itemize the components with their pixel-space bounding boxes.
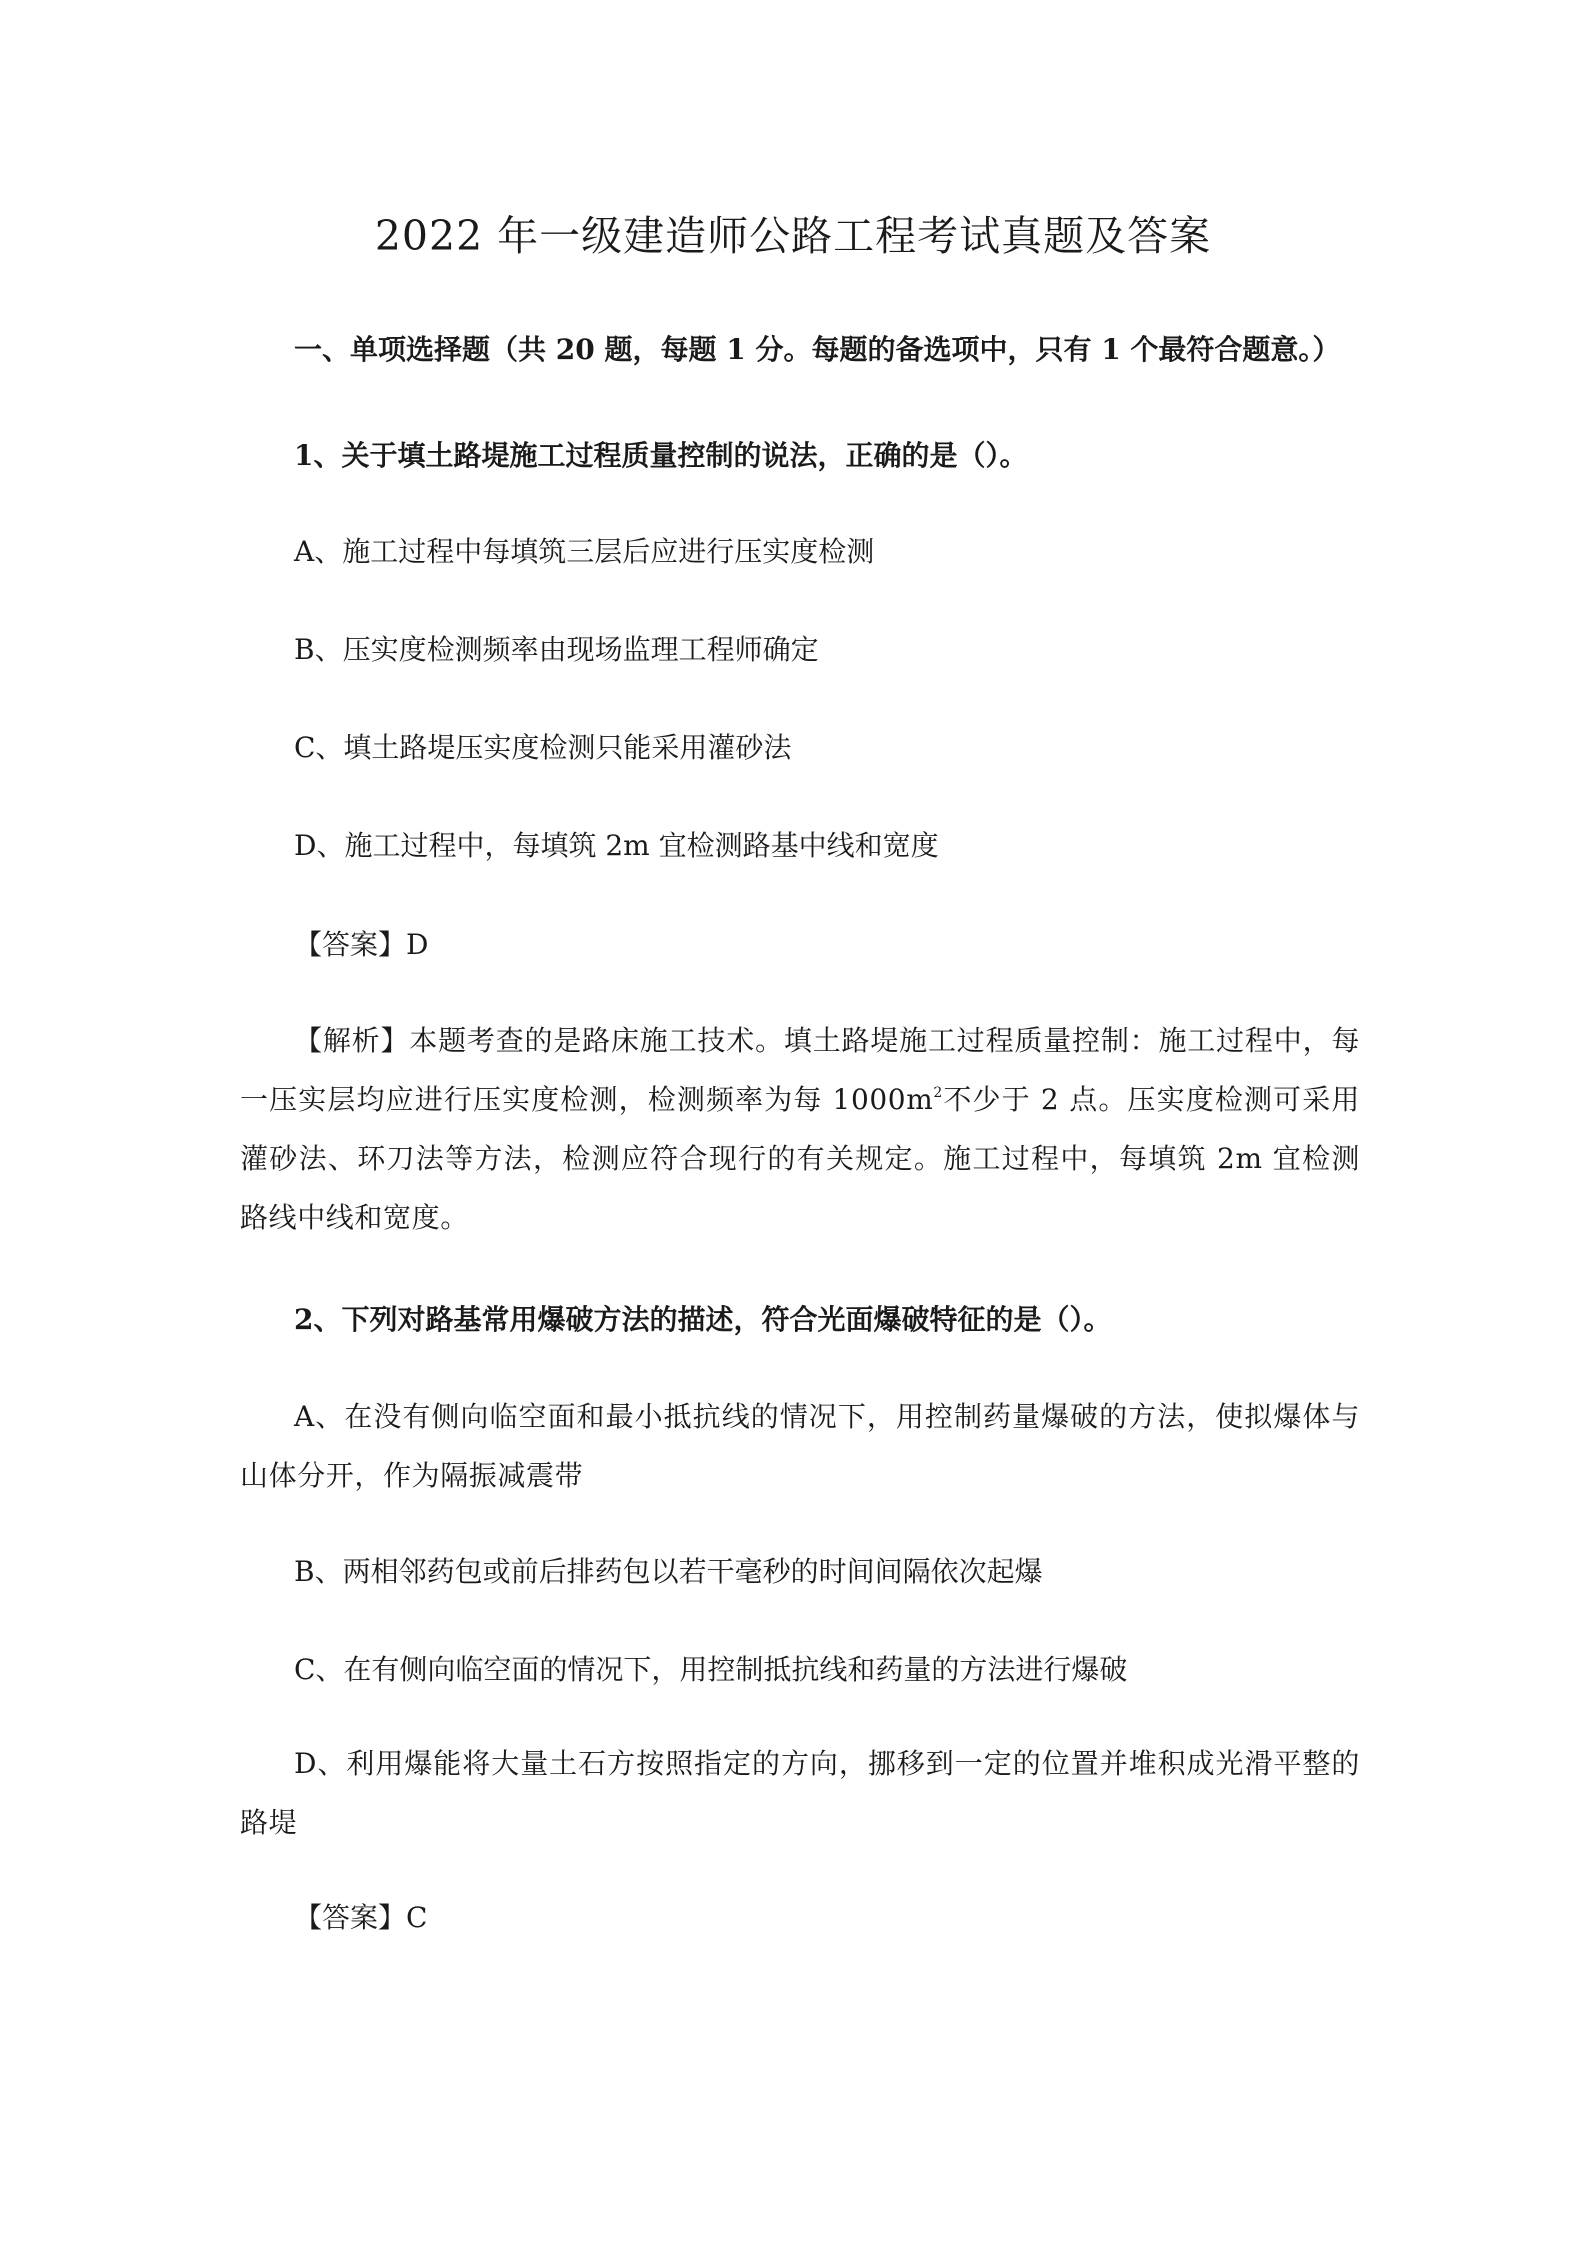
question-1-answer: 【答案】D — [294, 928, 429, 961]
superscript-2: 2 — [933, 1085, 943, 1101]
question-2-stem: 2、下列对路基常用爆破方法的描述，符合光面爆破特征的是（）。 — [294, 1303, 1112, 1336]
document-title: 2022 年一级建造师公路工程考试真题及答案 — [374, 212, 1212, 260]
section-heading: 一、单项选择题（共 20 题，每题 1 分。每题的备选项中，只有 1 个最符合题意。） — [294, 333, 1341, 366]
question-2-answer: 【答案】C — [294, 1901, 428, 1934]
question-2-option-b: B、两相邻药包或前后排药包以若干毫秒的时间间隔依次起爆 — [294, 1555, 1043, 1588]
question-1-option-b: B、压实度检测频率由现场监理工程师确定 — [294, 633, 819, 666]
question-1-option-c: C、填土路堤压实度检测只能采用灌砂法 — [294, 731, 792, 764]
question-2-option-d: D、利用爆能将大量土石方按照指定的方向，挪移到一定的位置并堆积成光滑平整的路堤 — [240, 1747, 1360, 1839]
question-1-option-a: A、施工过程中每填筑三层后应进行压实度检测 — [294, 535, 875, 568]
analysis-text-part-1: 【解析】本题考查的是路床施工技术。填土路堤施工过程质量控制：施工过程中，每一压实层均应进行压实度检测，检测频率为每 1000m — [240, 1024, 1360, 1116]
question-2-option-c: C、在有侧向临空面的情况下，用控制抵抗线和药量的方法进行爆破 — [294, 1653, 1128, 1686]
question-2-option-a: A、在没有侧向临空面和最小抵抗线的情况下，用控制药量爆破的方法，使拟爆体与山体分开，作为隔振减震带 — [240, 1400, 1360, 1492]
question-1-option-d: D、施工过程中，每填筑 2m 宜检测路基中线和宽度 — [294, 829, 939, 862]
question-1-stem: 1、关于填土路堤施工过程质量控制的说法，正确的是（）。 — [294, 439, 1028, 472]
analysis-text-part-2: 不少于 2 点。压实度检测可采用灌砂法、环刀法等方法，检测应符合现行的有关规定。施工过程中，每填筑 2m 宜检测路线中线和宽度。 — [240, 1083, 1361, 1234]
question-1-analysis — [240, 1011, 1360, 1247]
